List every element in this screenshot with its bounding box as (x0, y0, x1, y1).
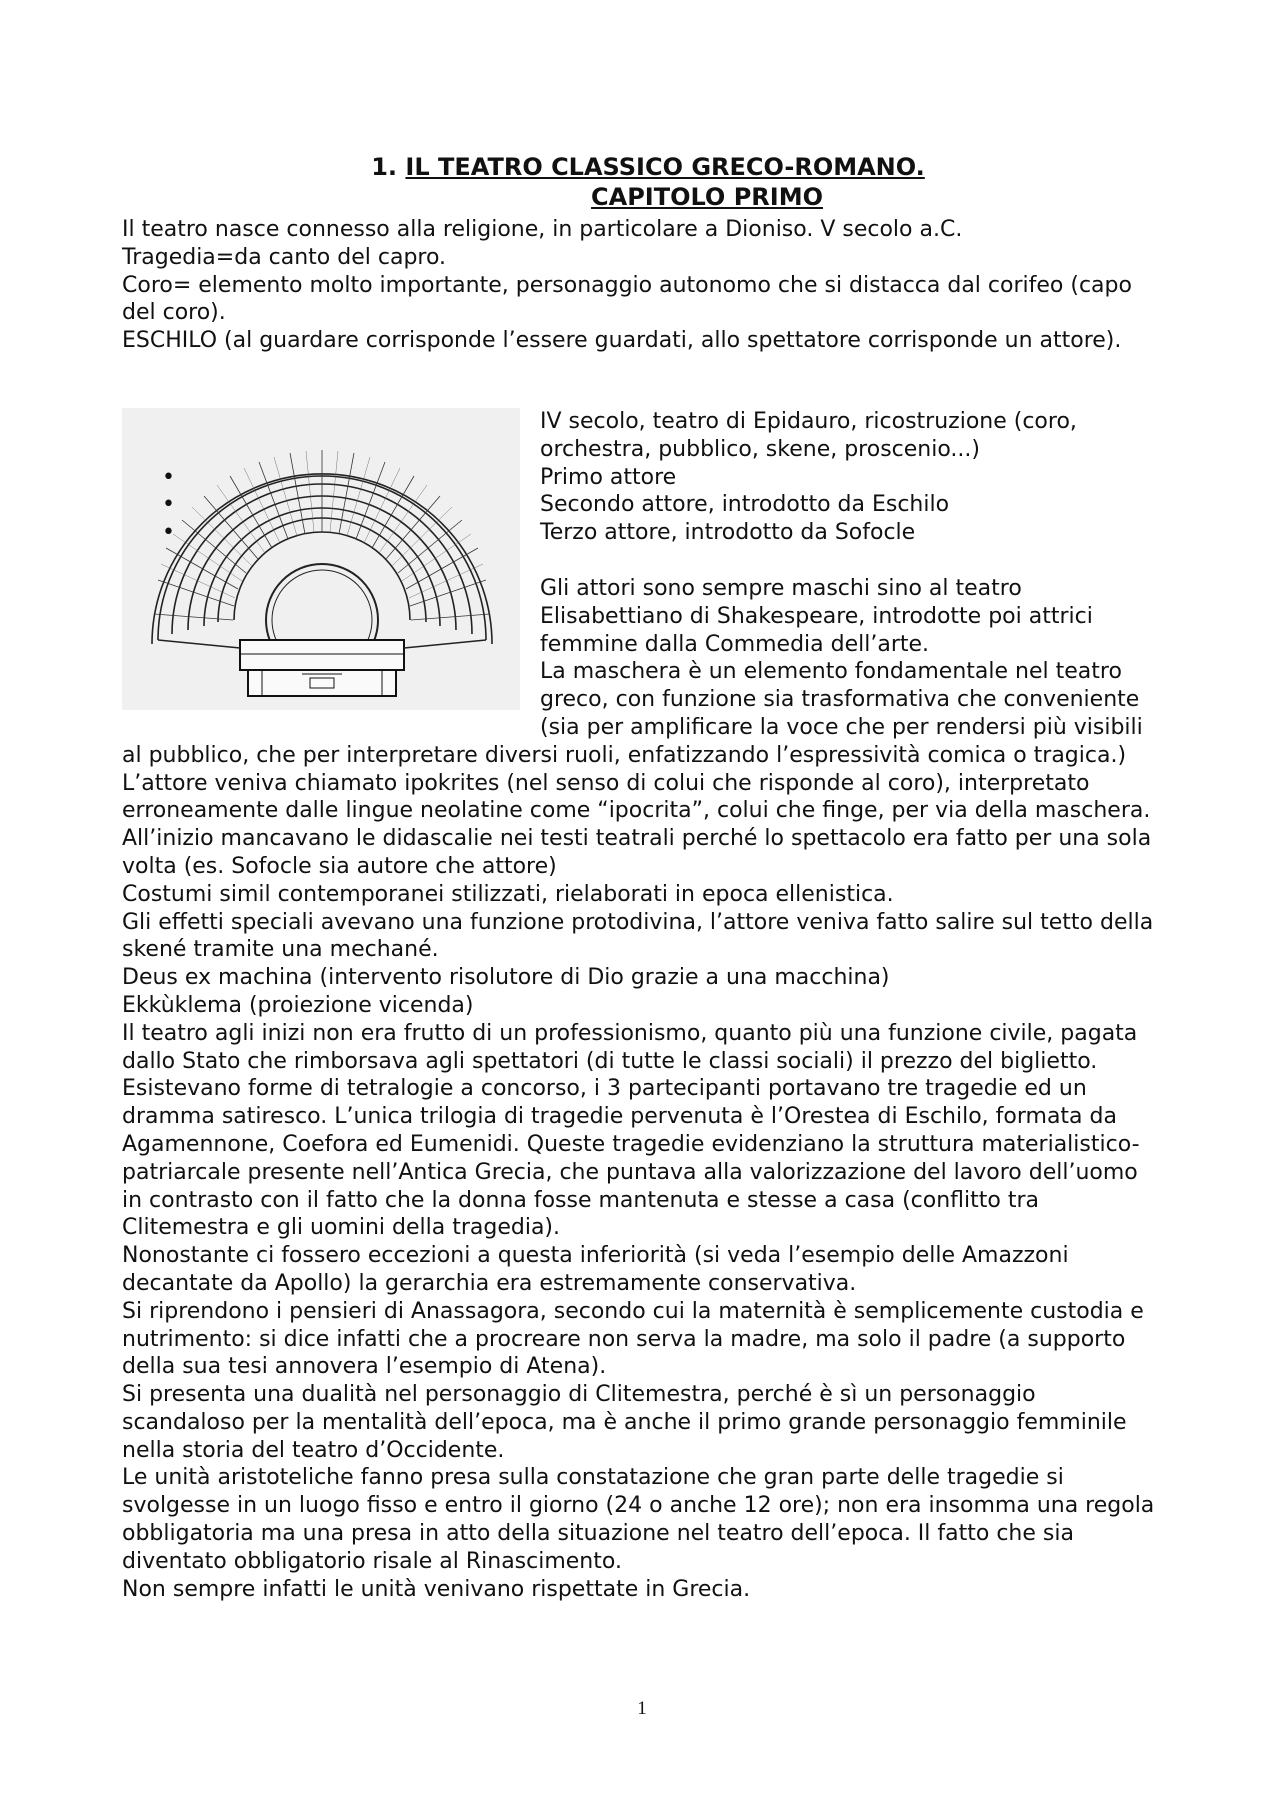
list-item: • Terzo attore, introdotto da Sofocle (162, 519, 1162, 547)
paragraph: Gli effetti speciali avevano una funzione protodivina, l’attore veniva fatto salire sul tetto della skené tramite una mechané. (122, 909, 1154, 963)
paragraph: Si presenta una dualità nel personaggio di Clitemestra, perché è sì un personaggio scandaloso per la mentalità dell’epoca, ma è anche il primo grande personaggio femminile nella storia del teatro d’Occidente. (122, 1382, 1127, 1463)
body-section (122, 408, 1162, 1603)
page-number: 1 (637, 1698, 647, 1719)
intro-line: Coro= elemento molto importante, personaggio autonomo che si distacca dal corifeo (capo del coro). (122, 272, 1132, 326)
paragraph: Gli attori sono sempre maschi sino al teatro Elisabettiano di Shakespeare, introdotte poi attrici femmine dalla Commedia dell’arte. (540, 575, 1093, 657)
intro-line: Il teatro nasce connesso alla religione, in particolare a Dioniso. V secolo a.C. (122, 217, 963, 242)
title-block (122, 152, 1162, 212)
paragraph: Ekkùklema (proiezione vicenda) (122, 992, 474, 1018)
heading-title: IL TEATRO CLASSICO GRECO-ROMANO. (405, 153, 925, 181)
paragraph: L’attore veniva chiamato ipokrites (nel senso di colui che risponde al coro), interpretato erroneamente dalle lingue neolatine come “ipocrita”, colui che finge, per via della maschera. (122, 770, 1151, 824)
theatre-plan-icon (122, 408, 520, 710)
list-item: • Primo attore (162, 464, 1162, 492)
paragraph: Esistevano forme di tetralogie a concorso, i 3 partecipanti portavano tre tragedie ed un dramma satiresco. L’unica trilogia di tragedie pervenuta è l’Orestea di Eschilo, formata da Agamennone, Coefora ed Eumenidi. Queste tragedie evidenziano la struttura materialistico-patriarcale presente nell’Antica Grecia, che puntava alla valorizzazione del lavoro dell’uomo in contrasto con il fatto che la donna fosse mantenuta e stesse a casa (conflitto tra Clitemestra e gli uomini della tragedia). (122, 1076, 1140, 1241)
paragraph: Non sempre infatti le unità venivano rispettate in Grecia. (122, 1576, 751, 1602)
intro-line: ESCHILO (al guardare corrisponde l’essere guardati, allo spettatore corrisponde un attore). (122, 328, 1122, 354)
paragraph: Si riprendono i pensieri di Anassagora, secondo cui la maternità è semplicemente custodia e nutrimento: si dice infatti che a procreare non serva la madre, ma solo il padre (a supporto della sua tesi annovera l’esempio di Atena). (122, 1298, 1144, 1380)
paragraph: All’inizio mancavano le didascalie nei testi teatrali perché lo spettacolo era fatto per una sola volta (es. Sofocle sia autore che attore) (122, 826, 1152, 879)
heading-subtitle: CAPITOLO PRIMO (591, 183, 823, 211)
paragraph: Il teatro agli inizi non era frutto di un professionismo, quanto più una funzione civile, pagata dallo Stato che rimborsava agli spettatori (di tutte le classi sociali) il prezzo del biglietto. (122, 1020, 1138, 1074)
paragraph: Le unità aristoteliche fanno presa sulla constatazione che gran parte delle tragedie si svolgesse in un luogo fisso e entro il giorno (24 o anche 12 ore); non era insomma una regola obbligatoria ma una presa in atto della situazione nel teatro dell’epoca. Il fatto che sia diventato obbligatorio risale al Rinascimento. (122, 1465, 1155, 1574)
chapter-heading (134, 152, 1162, 182)
greek-theatre-plan-illustration (122, 408, 520, 710)
actors-list (122, 464, 1162, 547)
document-page (122, 0, 1162, 1811)
list-item: • Secondo attore, introdotto da Eschilo (162, 491, 1162, 519)
intro-section (122, 216, 1162, 355)
intro-line: Tragedia=da canto del capro. (122, 244, 447, 270)
heading-number: 1. (371, 153, 398, 181)
paragraph: Nonostante ci fossero eccezioni a questa inferiorità (si veda l’esempio delle Amazzoni decantate da Apollo) la gerarchia era estremamente conservativa. (122, 1243, 1069, 1296)
paragraph: La maschera è un elemento fondamentale nel teatro greco, con funzione sia trasformativa che conveniente (sia per amplificare la voce che per rendersi più visibili al pubblico, che per interpretare diversi ruoli, enfatizzando l’espressività comica o tragica.) (122, 659, 1143, 768)
paragraph: Deus ex machina (intervento risolutore di Dio grazie a una macchina) (122, 965, 890, 991)
epidauro-text: IV secolo, teatro di Epidauro, ricostruzione (coro, orchestra, pubblico, skene, proscenio...) (540, 409, 1077, 462)
paragraph: Costumi simil contemporanei stilizzati, rielaborati in epoca ellenistica. (122, 881, 894, 907)
